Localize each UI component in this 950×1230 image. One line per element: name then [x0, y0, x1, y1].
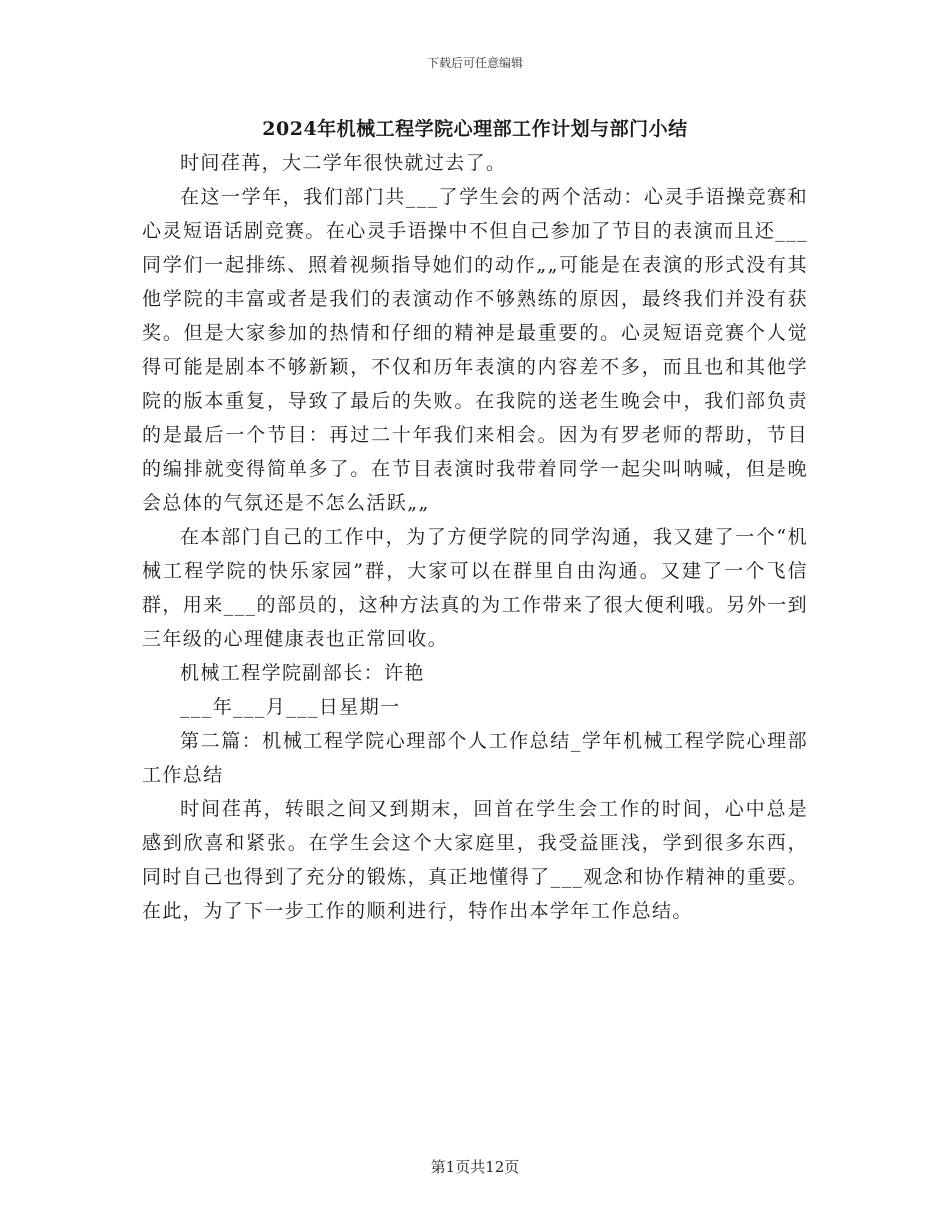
document-body: [142, 146, 808, 928]
paragraph-second-intro: 时间荏苒，转眼之间又到期末，回首在学生会工作的时间，心中总是感到欣喜和紧张。在学生会这个大家庭里，我受益匪浅，学到很多东西，同时自己也得到了充分的锻炼，真正地懂得了___观念和协作精神的重要。在此，为了下一步工作的顺利进行，特作出本学年工作总结。: [142, 798, 808, 922]
page-number: 第1页共12页: [430, 1158, 520, 1176]
paragraph-department-work: 在本部门自己的工作中，为了方便学院的同学沟通，我又建了一个“机械工程学院的快乐家园”群，大家可以在群里自由沟通。又建了一个飞信群，用来___的部员的，这种方法真的为工作带来了很大便利哦。另外一到三年级的心理健康表也正常回收。: [142, 526, 808, 650]
paragraph-activities: 在这一学年，我们部门共___了学生会的两个活动：心灵手语操竞赛和心灵短语话剧竞赛。在心灵手语操中不但自己参加了节目的表演而且还___同学们一起排练、照着视频指导她们的动作„„可能是在表演的形式没有其他学院的丰富或者是我们的表演动作不够熟练的原因，最终我们并没有获奖。但是大家参加的热情和仔细的精神是最重要的。心灵短语竞赛个人觉得可能是剧本不够新颖，不仅和历年表演的内容差不多，而且也和其他学院的版本重复，导致了最后的失败。在我院的送老生晚会中，我们部负责的是最后一个节目：再过二十年我们来相会。因为有罗老师的帮助，节目的编排就变得简单多了。在节目表演时我带着同学一起尖叫呐喊，但是晚会总体的气氛还是不怎么活跃„„: [142, 186, 808, 514]
document-title: 2024年机械工程学院心理部工作计划与部门小结: [262, 118, 688, 140]
paragraph-signature: 机械工程学院副部长：许艳: [180, 662, 425, 684]
paragraph-date: ___年___月___日星期一: [180, 696, 401, 718]
paragraph-second-title: 第二篇：机械工程学院心理部个人工作总结_学年机械工程学院心理部工作总结: [142, 730, 808, 786]
download-edit-note: 下载后可任意编辑: [426, 56, 523, 70]
paragraph-intro: 时间荏苒，大二学年很快就过去了。: [180, 152, 507, 174]
